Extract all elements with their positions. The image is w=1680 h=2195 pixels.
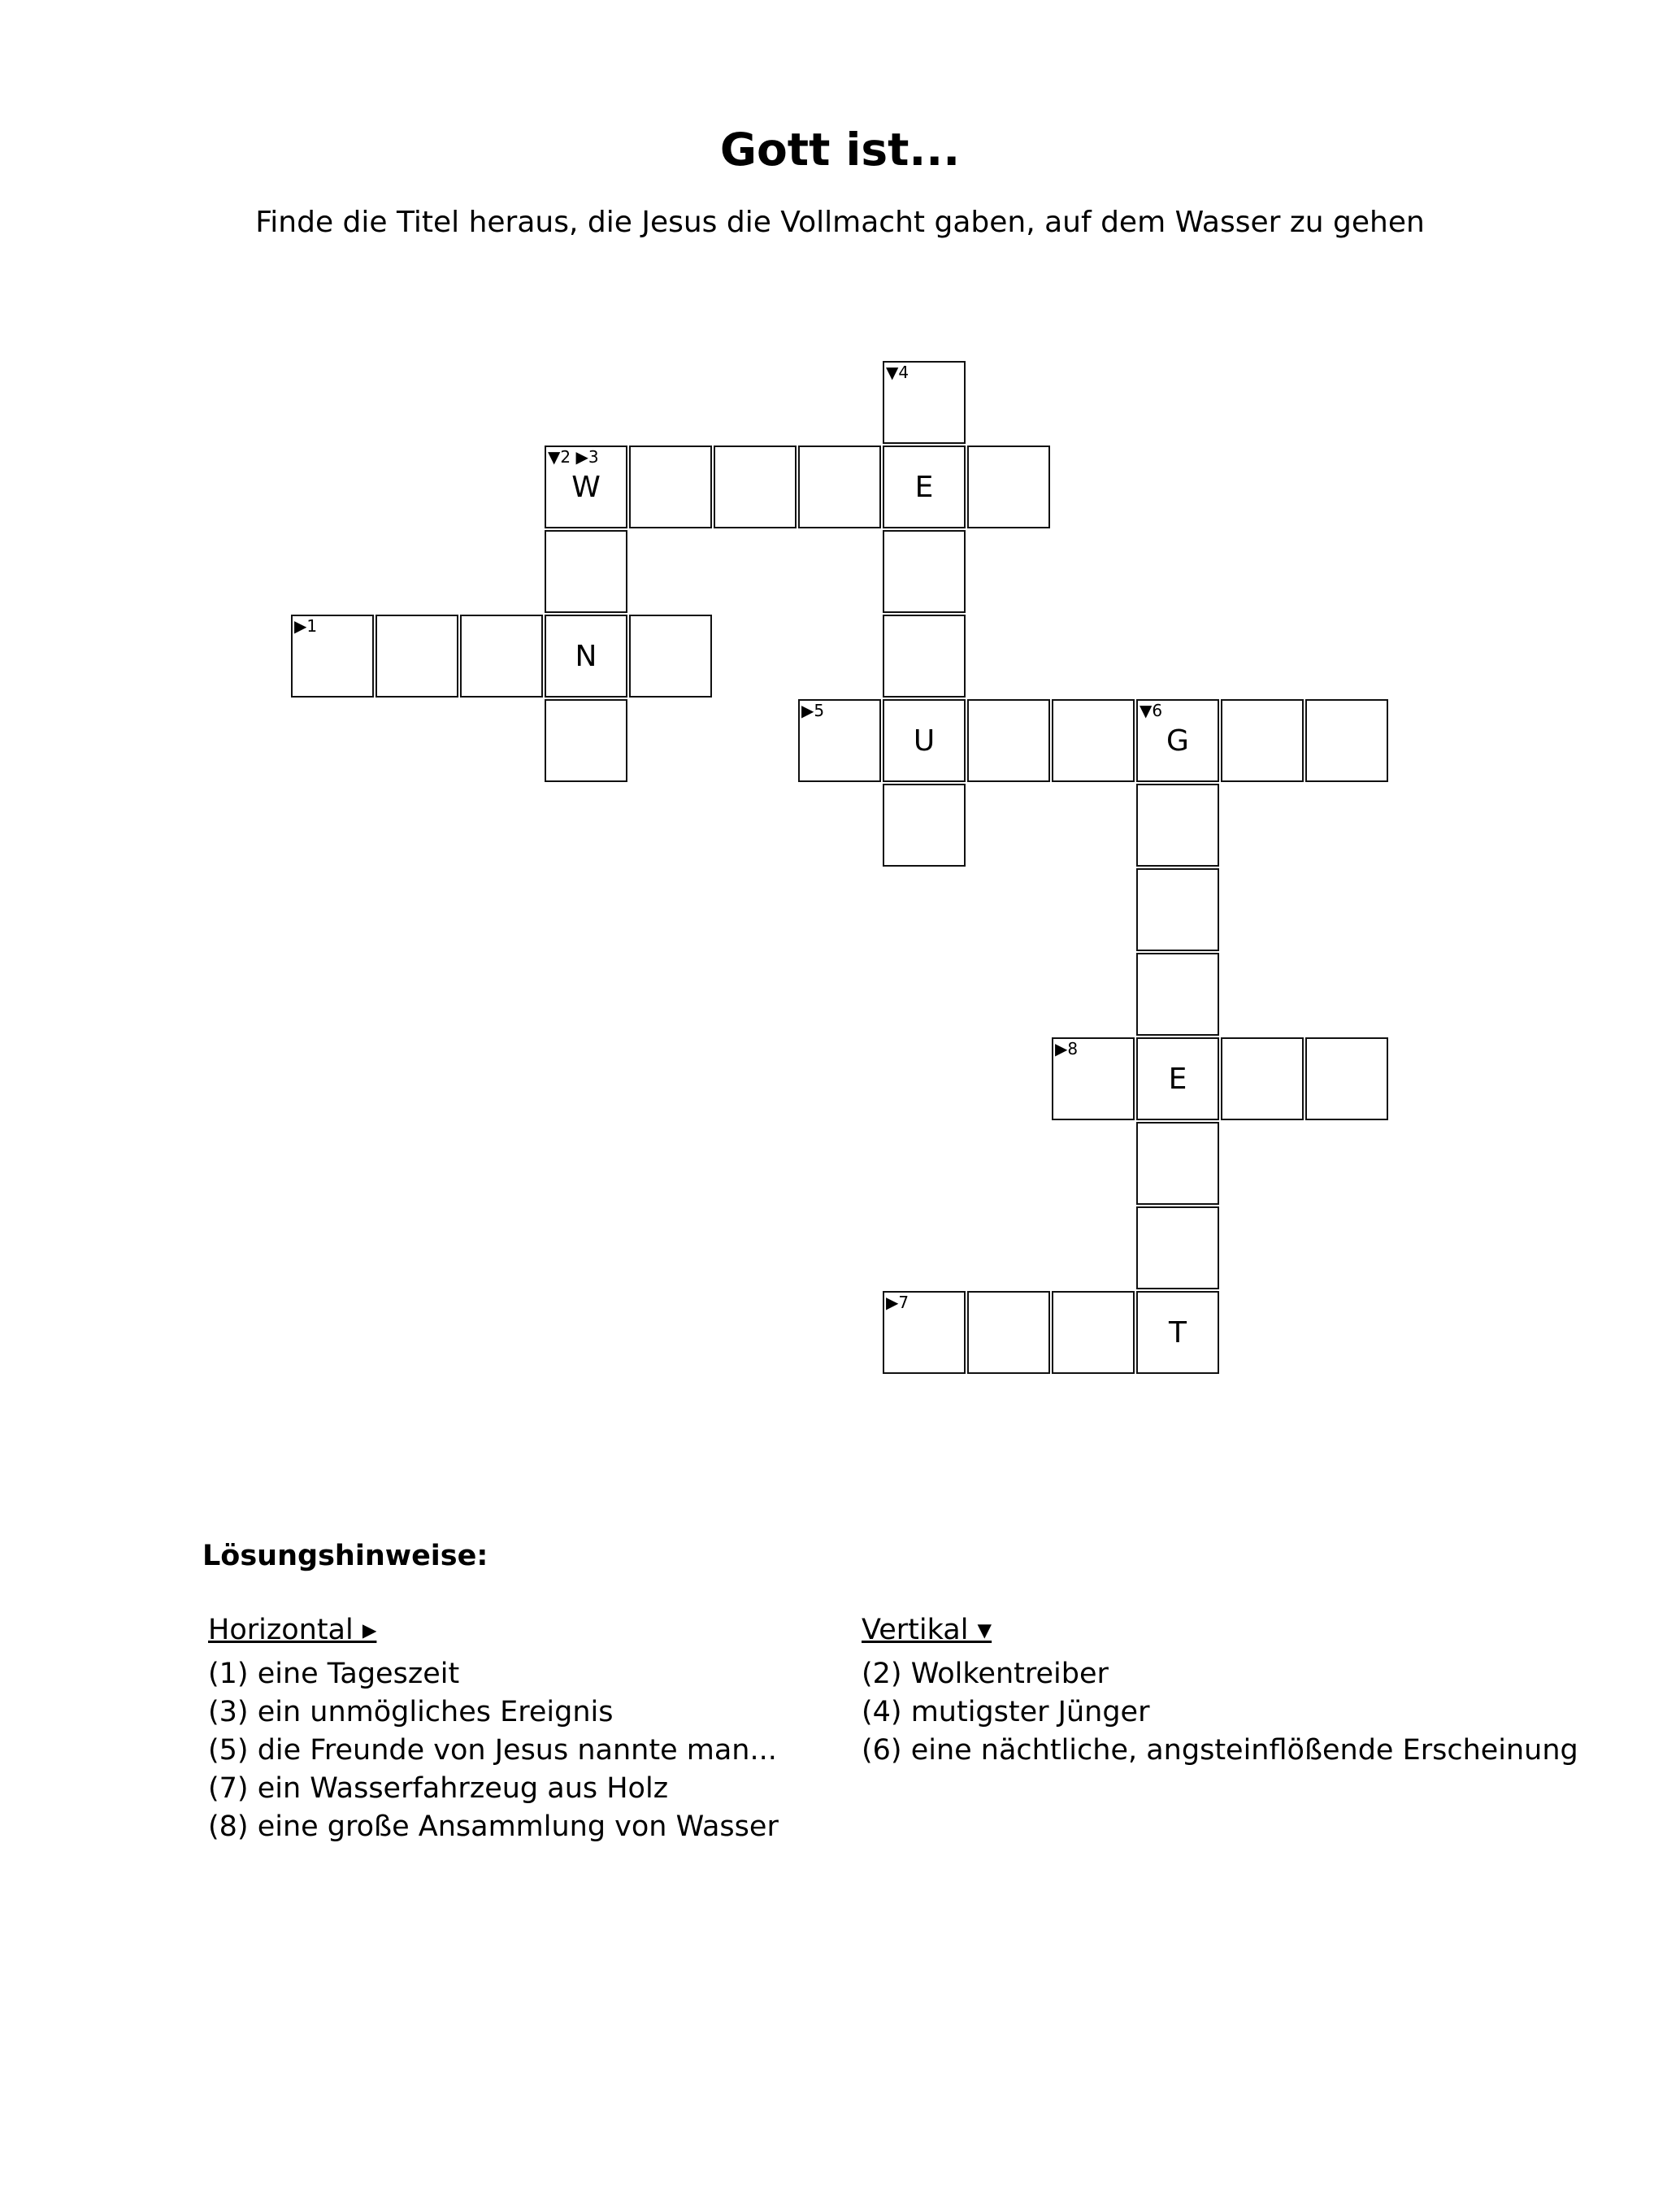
crossword-cell[interactable] [1052,1037,1135,1120]
crossword-cell[interactable] [1136,1037,1219,1120]
page-subtitle: Finde die Titel heraus, die Jesus die Vollmacht gaben, auf dem Wasser zu gehen [255,206,1425,239]
horizontal-clue-5: (5) die Freunde von Jesus nannte man... [208,1734,777,1767]
horizontal-clue-8: (8) eine große Ansammlung von Wasser [208,1810,779,1843]
vertical-clue-6: (6) eine nächtliche, angsteinflößende Erscheinung [862,1734,1578,1767]
cell-letter: N [575,640,597,673]
crossword-cell[interactable] [545,446,627,528]
crossword-cell[interactable] [460,615,543,698]
vertical-heading: Vertikal ▾ [862,1614,992,1646]
crossword-cell[interactable] [629,615,712,698]
crossword-cell[interactable] [1305,699,1388,782]
crossword-cell[interactable] [1136,1122,1219,1205]
crossword-cell[interactable] [798,446,881,528]
horizontal-clue-7: (7) ein Wasserfahrzeug aus Holz [208,1772,669,1805]
crossword-cell[interactable] [376,615,458,698]
vertical-clue-2: (2) Wolkentreiber [862,1658,1109,1690]
crossword-cell[interactable] [1136,1206,1219,1289]
crossword-cell[interactable] [629,446,712,528]
cell-clue-number: ▶5 [801,701,825,720]
crossword-cell[interactable] [291,615,374,698]
crossword-cell[interactable] [1136,868,1219,951]
crossword-cell[interactable] [1136,699,1219,782]
crossword-cell[interactable] [1305,1037,1388,1120]
crossword-cell[interactable] [714,446,797,528]
crossword-cell[interactable] [1221,1037,1304,1120]
crossword-cell[interactable] [545,699,627,782]
horizontal-clues [208,1611,779,1846]
crossword-cell[interactable] [967,446,1050,528]
horizontal-heading: Horizontal ▸ [208,1614,377,1646]
page-title: Gott ist... [719,124,961,176]
crossword-cell[interactable] [1136,953,1219,1036]
crossword-cell[interactable] [1052,1291,1135,1374]
cell-letter: T [1169,1316,1187,1350]
cell-letter: G [1166,724,1189,758]
cell-letter: E [914,471,934,504]
horizontal-clue-3: (3) ein unmögliches Ereignis [208,1696,614,1728]
vertical-clue-4: (4) mutigster Jünger [862,1696,1150,1728]
crossword-cell[interactable] [1136,784,1219,867]
crossword-cell[interactable] [545,615,627,698]
crossword-cell[interactable] [967,699,1050,782]
hints-heading: Lösungshinweise: [202,1540,488,1572]
cell-clue-number: ▼2 ▶3 [548,447,599,467]
cell-clue-number: ▼6 [1140,701,1163,720]
crossword-cell[interactable] [883,699,966,782]
crossword-cell[interactable] [883,615,966,698]
cell-letter: U [913,724,936,758]
crossword-cell[interactable] [967,1291,1050,1374]
crossword-cell[interactable] [883,530,966,613]
cell-clue-number: ▶8 [1055,1039,1079,1058]
crossword-cell[interactable] [883,446,966,528]
cell-letter: W [571,471,601,504]
crossword-cell[interactable] [1221,699,1304,782]
crossword-cell[interactable] [545,530,627,613]
crossword-cell[interactable] [798,699,881,782]
cell-clue-number: ▶1 [294,616,318,636]
crossword-cell[interactable] [1136,1291,1219,1374]
cell-clue-number: ▶7 [886,1293,909,1312]
cell-clue-number: ▼4 [886,363,909,382]
cell-letter: E [1168,1063,1187,1096]
crossword-cell[interactable] [883,361,966,444]
crossword-cell[interactable] [1052,699,1135,782]
horizontal-clue-1: (1) eine Tageszeit [208,1658,460,1690]
crossword-cell[interactable] [883,1291,966,1374]
crossword-cell[interactable] [883,784,966,867]
vertical-clues [862,1611,1578,1770]
